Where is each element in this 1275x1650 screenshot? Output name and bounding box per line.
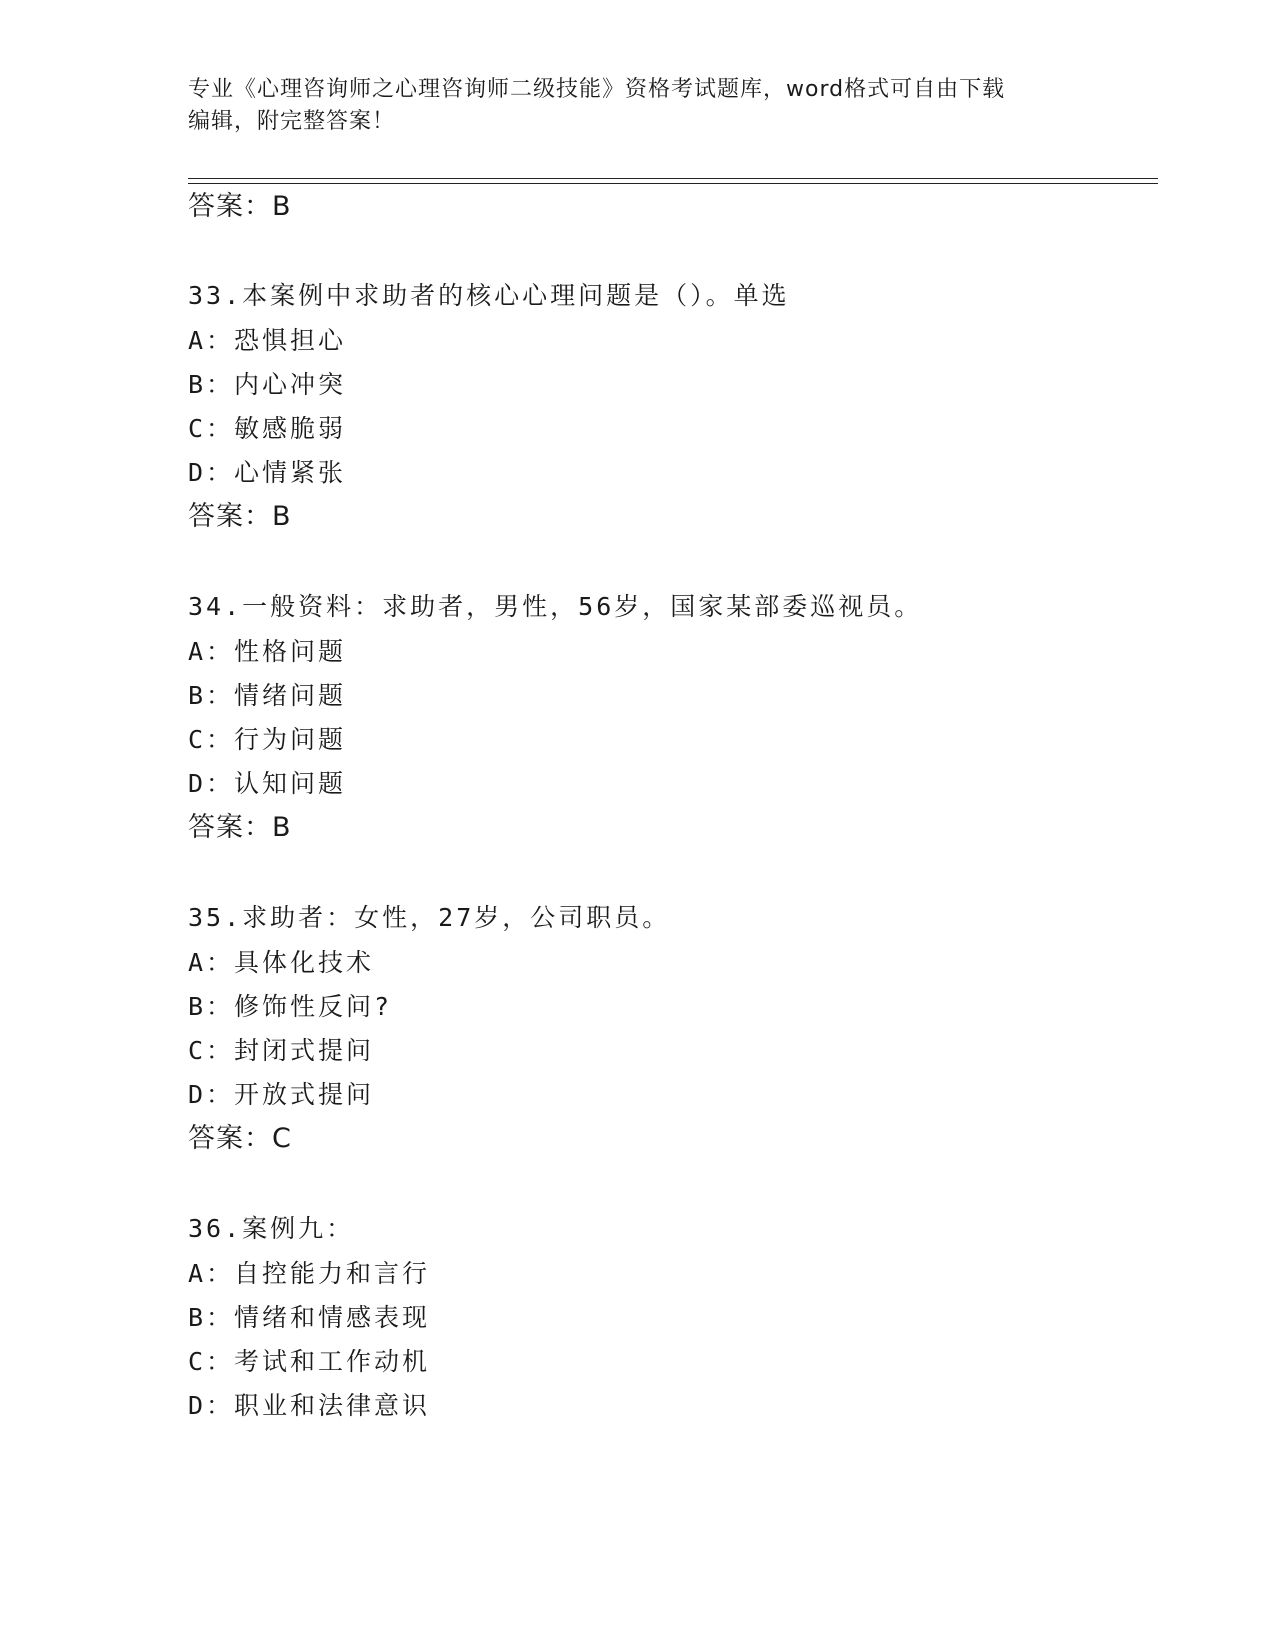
answer-line: 答案：C	[188, 1123, 292, 1154]
option-a: A：恐惧担心	[188, 326, 347, 355]
question-35: 35.求助者：女性，27岁，公司职员。	[188, 903, 671, 932]
question-36: 36.案例九：	[188, 1214, 355, 1243]
option-b: B：内心冲突	[188, 370, 347, 399]
header-line-1: 专业《心理咨询师之心理咨询师二级技能》资格考试题库，word格式可自由下载	[188, 77, 1006, 102]
header-divider-bottom	[188, 183, 1158, 184]
option-c: C：行为问题	[188, 725, 347, 754]
question-34: 34.一般资料：求助者，男性，56岁，国家某部委巡视员。	[188, 592, 923, 621]
option-a: A：性格问题	[188, 637, 347, 666]
option-d: D：心情紧张	[188, 458, 347, 487]
document-header	[188, 74, 1088, 138]
option-b: B：修饰性反问?	[188, 992, 393, 1021]
option-c: C：敏感脆弱	[188, 414, 347, 443]
option-c: C：考试和工作动机	[188, 1347, 431, 1376]
answer-line: 答案：B	[188, 501, 292, 532]
option-b: B：情绪和情感表现	[188, 1303, 431, 1332]
option-d: D：职业和法律意识	[188, 1391, 431, 1420]
header-line-2: 编辑，附完整答案！	[188, 109, 396, 134]
option-a: A：具体化技术	[188, 948, 375, 977]
option-d: D：开放式提问	[188, 1080, 375, 1109]
header-divider-top	[188, 178, 1158, 179]
option-a: A：自控能力和言行	[188, 1259, 431, 1288]
option-b: B：情绪问题	[188, 681, 347, 710]
option-d: D：认知问题	[188, 769, 347, 798]
answer-line: 答案：B	[188, 812, 292, 843]
answer-line: 答案：B	[188, 191, 292, 222]
question-33: 33.本案例中求助者的核心心理问题是（）。单选	[188, 281, 790, 310]
option-c: C：封闭式提问	[188, 1036, 375, 1065]
